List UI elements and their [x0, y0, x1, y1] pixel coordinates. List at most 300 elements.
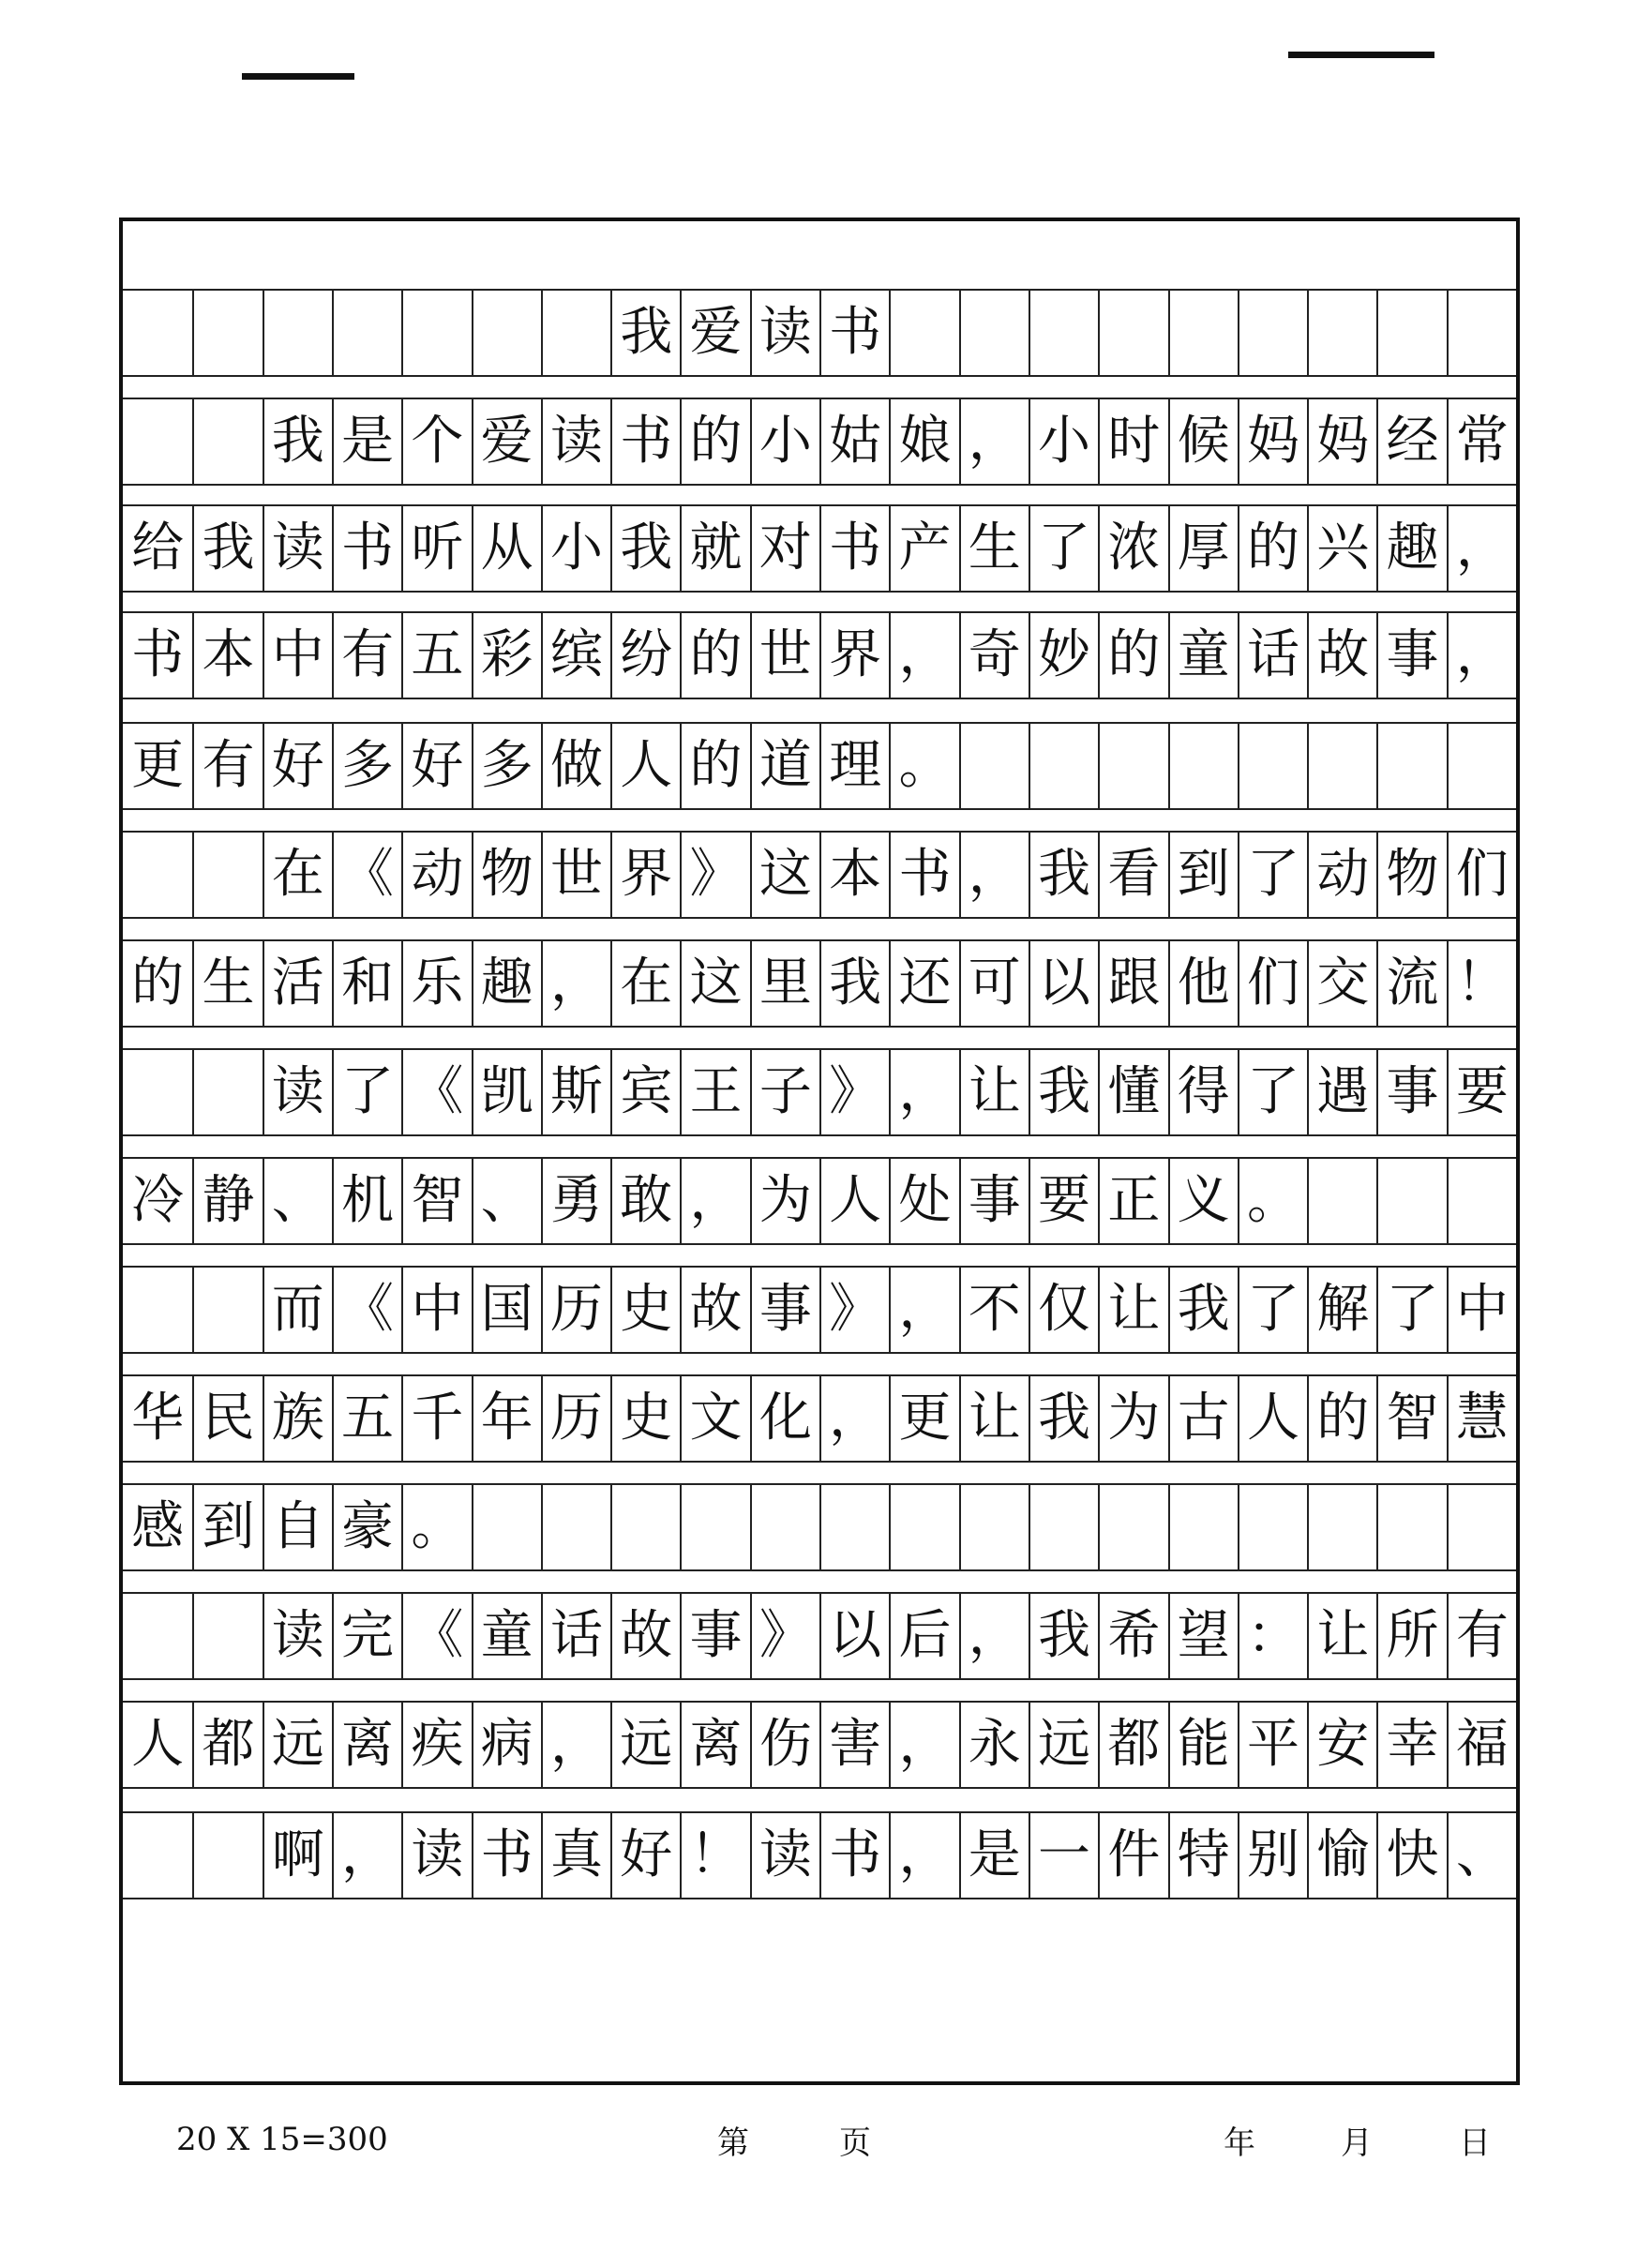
grid-cell: 史 — [610, 1376, 680, 1461]
grid-cell: ， — [959, 833, 1029, 917]
grid-cell: 自 — [263, 1485, 332, 1569]
grid-row — [123, 504, 1516, 593]
grid-cell: 宾 — [610, 1050, 680, 1134]
grid-cell: ， — [889, 1813, 958, 1898]
grid-cell: 从 — [472, 506, 541, 591]
grid-cell: 后 — [889, 1594, 958, 1678]
grid-cell: 故 — [1307, 613, 1376, 698]
grid-cell: 为 — [750, 1159, 819, 1243]
grid-cell — [1098, 724, 1167, 808]
grid-cell: 《 — [401, 1050, 471, 1134]
grid-cell: 娘 — [889, 399, 958, 484]
grid-cell: 历 — [541, 1268, 610, 1352]
grid-cell: 候 — [1168, 399, 1238, 484]
grid-cell: 所 — [1376, 1594, 1446, 1678]
grid-count-label: 20 X 15=300 — [176, 2121, 388, 2158]
grid-cell — [1307, 1485, 1376, 1569]
grid-cell: 妈 — [1238, 399, 1307, 484]
grid-cell: 让 — [1307, 1594, 1376, 1678]
grid-cell: 读 — [750, 1813, 819, 1898]
grid-cell — [1376, 1485, 1446, 1569]
grid-cell: 姑 — [819, 399, 889, 484]
grid-row — [123, 1592, 1516, 1680]
day-label: 日 — [1459, 2124, 1491, 2162]
grid-cell: 有 — [332, 613, 401, 698]
grid-cell: 话 — [1238, 613, 1307, 698]
grid-row — [123, 722, 1516, 810]
grid-cell: 王 — [680, 1050, 749, 1134]
grid-cell: 一 — [1029, 1813, 1098, 1898]
grid-cell: 趣 — [1376, 506, 1446, 591]
grid-cell: 五 — [332, 1376, 401, 1461]
grid-cell: 到 — [192, 1485, 262, 1569]
grid-cell — [1238, 1485, 1307, 1569]
grid-cell: 彩 — [472, 613, 541, 698]
grid-cell — [1307, 291, 1376, 375]
grid-cell: 事 — [959, 1159, 1029, 1243]
grid-cell: 个 — [401, 399, 471, 484]
grid-cell — [192, 399, 262, 484]
grid-cell: 童 — [1168, 613, 1238, 698]
grid-cell: 活 — [263, 941, 332, 1026]
grid-cell: ， — [889, 1050, 958, 1134]
grid-cell: 远 — [610, 1703, 680, 1787]
grid-cell: 界 — [819, 613, 889, 698]
grid-cell — [750, 1485, 819, 1569]
grid-cell: 年 — [472, 1376, 541, 1461]
grid-cell: 中 — [1447, 1268, 1516, 1352]
grid-cell: ， — [959, 399, 1029, 484]
grid-cell: 的 — [131, 953, 185, 1013]
grid-row — [123, 831, 1516, 919]
grid-cell: 国 — [472, 1268, 541, 1352]
grid-cell: 是 — [332, 399, 401, 484]
grid-cell — [1447, 291, 1516, 375]
grid-cell — [959, 291, 1029, 375]
grid-cell: 书 — [472, 1813, 541, 1898]
grid-cell: 界 — [610, 833, 680, 917]
grid-row — [123, 1374, 1516, 1463]
grid-cell: 历 — [541, 1376, 610, 1461]
grid-cell: 》 — [819, 1268, 889, 1352]
grid-cell: 真 — [541, 1813, 610, 1898]
grid-cell — [192, 833, 262, 917]
grid-cell — [1376, 1159, 1446, 1243]
grid-cell: 让 — [959, 1376, 1029, 1461]
grid-cell — [959, 1485, 1029, 1569]
grid-cell: 动 — [1307, 833, 1376, 917]
grid-cell: 物 — [472, 833, 541, 917]
grid-cell: 书 — [819, 506, 889, 591]
grid-cell — [192, 1813, 262, 1898]
grid-cell: 幸 — [1376, 1703, 1446, 1787]
grid-cell: 纷 — [610, 613, 680, 698]
grid-cell: 和 — [332, 941, 401, 1026]
grid-cell: 的 — [680, 613, 749, 698]
grid-cell: ， — [680, 1159, 749, 1243]
grid-cell: 遇 — [1307, 1050, 1376, 1134]
grid-cell: 害 — [819, 1703, 889, 1787]
grid-cell: ， — [1447, 506, 1516, 591]
grid-cell: 《 — [401, 1594, 471, 1678]
grid-cell: 小 — [750, 399, 819, 484]
grid-cell: 更 — [131, 735, 185, 796]
grid-cell: 离 — [680, 1703, 749, 1787]
grid-cell — [1029, 724, 1098, 808]
grid-cell: 常 — [1447, 399, 1516, 484]
grid-cell: 有 — [1447, 1594, 1516, 1678]
grid-cell: 我 — [610, 506, 680, 591]
grid-cell — [1238, 291, 1307, 375]
grid-cell: 书 — [819, 1813, 889, 1898]
grid-cell: 本 — [819, 833, 889, 917]
grid-cell: 中 — [401, 1268, 471, 1352]
grid-cell — [123, 291, 192, 375]
grid-cell: 以 — [819, 1594, 889, 1678]
grid-cell: 对 — [750, 506, 819, 591]
grid-cell: 读 — [263, 1594, 332, 1678]
grid-cell: 为 — [1098, 1376, 1167, 1461]
grid-cell: 》 — [819, 1050, 889, 1134]
page-label-di: 第 — [717, 2124, 749, 2162]
grid-cell: ， — [1447, 613, 1516, 698]
grid-cell: 子 — [750, 1050, 819, 1134]
grid-cell: 静 — [192, 1159, 262, 1243]
grid-cell: 他 — [1168, 941, 1238, 1026]
grid-cell: 化 — [750, 1376, 819, 1461]
grid-cell: 产 — [889, 506, 958, 591]
grid-cell: 读 — [750, 291, 819, 375]
grid-cell — [889, 1485, 958, 1569]
grid-cell: 这 — [750, 833, 819, 917]
grid-cell: 》 — [750, 1594, 819, 1678]
grid-cell: 快 — [1376, 1813, 1446, 1898]
grid-row — [123, 289, 1516, 377]
grid-cell: 这 — [680, 941, 749, 1026]
grid-cell: 兴 — [1307, 506, 1376, 591]
grid-cell: 更 — [889, 1376, 958, 1461]
grid-cell: 我 — [819, 941, 889, 1026]
grid-cell: 动 — [401, 833, 471, 917]
grid-cell: 完 — [332, 1594, 401, 1678]
grid-cell: 、 — [1447, 1813, 1516, 1898]
grid-cell: 永 — [959, 1703, 1029, 1787]
grid-cell — [1098, 1485, 1167, 1569]
grid-cell: 是 — [959, 1813, 1029, 1898]
grid-cell: 爱 — [472, 399, 541, 484]
grid-cell: 厚 — [1168, 506, 1238, 591]
grid-cell: 文 — [680, 1376, 749, 1461]
grid-cell: 交 — [1307, 941, 1376, 1026]
grid-cell: 处 — [889, 1159, 958, 1243]
grid-cell: 事 — [1376, 613, 1446, 698]
grid-cell: 能 — [1168, 1703, 1238, 1787]
grid-cell: 事 — [680, 1594, 749, 1678]
grid-cell: ， — [889, 1703, 958, 1787]
grid-cell: 就 — [680, 506, 749, 591]
grid-cell: 民 — [192, 1376, 262, 1461]
grid-cell — [1098, 291, 1167, 375]
grid-cell: 仅 — [1029, 1268, 1098, 1352]
grid-cell: 啊 — [263, 1813, 332, 1898]
grid-cell: 在 — [610, 941, 680, 1026]
grid-cell: 《 — [332, 1268, 401, 1352]
grid-cell: 生 — [192, 941, 262, 1026]
grid-cell: 世 — [541, 833, 610, 917]
grid-cell: 得 — [1168, 1050, 1238, 1134]
grid-cell: 的 — [680, 724, 749, 808]
grid-cell: 的 — [1307, 1376, 1376, 1461]
grid-cell: 要 — [1447, 1050, 1516, 1134]
grid-row — [123, 1048, 1516, 1136]
grid-cell: 人 — [610, 724, 680, 808]
grid-cell: 时 — [1098, 399, 1167, 484]
grid-cell: 了 — [1029, 506, 1098, 591]
grid-cell: 小 — [1029, 399, 1098, 484]
grid-cell: 我 — [192, 506, 262, 591]
writing-grid — [119, 218, 1520, 2085]
grid-cell — [123, 1594, 192, 1678]
grid-cell: 《 — [332, 833, 401, 917]
grid-cell: 了 — [1238, 833, 1307, 917]
grid-cell: 看 — [1098, 833, 1167, 917]
grid-cell: 远 — [263, 1703, 332, 1787]
grid-cell: 有 — [192, 724, 262, 808]
grid-cell: 凯 — [472, 1050, 541, 1134]
grid-cell — [541, 291, 610, 375]
grid-cell: 都 — [1098, 1703, 1167, 1787]
grid-cell: 伤 — [750, 1703, 819, 1787]
grid-cell: 爱 — [680, 291, 749, 375]
grid-cell: 生 — [959, 506, 1029, 591]
grid-cell: 》 — [680, 833, 749, 917]
grid-cell: 而 — [263, 1268, 332, 1352]
grid-cell: 的 — [1238, 506, 1307, 591]
grid-cell: 我 — [1168, 1268, 1238, 1352]
grid-cell: 机 — [332, 1159, 401, 1243]
grid-cell — [192, 291, 262, 375]
grid-cell — [123, 399, 192, 484]
grid-cell: 智 — [1376, 1376, 1446, 1461]
grid-cell: 里 — [750, 941, 819, 1026]
grid-cell — [1168, 724, 1238, 808]
grid-cell: 了 — [332, 1050, 401, 1134]
grid-cell: 不 — [959, 1268, 1029, 1352]
grid-cell: 了 — [1238, 1268, 1307, 1352]
grid-row — [123, 939, 1516, 1028]
grid-cell: 远 — [1029, 1703, 1098, 1787]
grid-cell: 趣 — [472, 941, 541, 1026]
grid-cell: 书 — [889, 833, 958, 917]
grid-cell: 们 — [1238, 941, 1307, 1026]
grid-cell — [1307, 724, 1376, 808]
grid-cell: 世 — [750, 613, 819, 698]
binding-mark-left — [242, 73, 354, 80]
grid-cell: 我 — [1029, 1050, 1098, 1134]
grid-cell: 都 — [192, 1703, 262, 1787]
grid-row — [123, 1266, 1516, 1354]
grid-cell — [192, 1050, 262, 1134]
grid-cell: 古 — [1168, 1376, 1238, 1461]
grid-cell: 。 — [889, 724, 958, 808]
grid-cell: 妈 — [1307, 399, 1376, 484]
grid-cell: 族 — [263, 1376, 332, 1461]
grid-cell: 五 — [401, 613, 471, 698]
page-label-ye: 页 — [839, 2124, 871, 2162]
year-label: 年 — [1224, 2124, 1255, 2162]
month-label: 月 — [1341, 2124, 1373, 2162]
grid-cell — [472, 291, 541, 375]
grid-row — [123, 398, 1516, 486]
binding-mark-right — [1288, 52, 1434, 58]
grid-cell: 给 — [131, 518, 185, 578]
grid-cell — [123, 833, 192, 917]
grid-cell: 听 — [401, 506, 471, 591]
grid-cell: ， — [541, 1703, 610, 1787]
grid-cell: 还 — [889, 941, 958, 1026]
grid-cell: 离 — [332, 1703, 401, 1787]
grid-cell: 可 — [959, 941, 1029, 1026]
grid-cell — [1447, 1159, 1516, 1243]
grid-cell: 流 — [1376, 941, 1446, 1026]
grid-cell: 缤 — [541, 613, 610, 698]
grid-cell: 人 — [131, 1714, 185, 1775]
grid-cell: 书 — [131, 624, 185, 685]
grid-cell: 做 — [541, 724, 610, 808]
grid-cell — [401, 291, 471, 375]
grid-cell: 件 — [1098, 1813, 1167, 1898]
grid-cell: 我 — [1029, 833, 1098, 917]
grid-cell — [959, 724, 1029, 808]
grid-cell: 事 — [1376, 1050, 1446, 1134]
grid-cell: 我 — [263, 399, 332, 484]
grid-cell: 读 — [401, 1813, 471, 1898]
grid-cell — [889, 291, 958, 375]
grid-cell: 疾 — [401, 1703, 471, 1787]
grid-cell: 物 — [1376, 833, 1446, 917]
grid-cell: 、 — [263, 1159, 332, 1243]
grid-cell: 斯 — [541, 1050, 610, 1134]
grid-cell: 奇 — [959, 613, 1029, 698]
grid-cell: 中 — [263, 613, 332, 698]
grid-cell — [610, 1485, 680, 1569]
grid-cell: 让 — [1098, 1268, 1167, 1352]
grid-cell — [1168, 291, 1238, 375]
grid-cell: 、 — [472, 1159, 541, 1243]
grid-cell: 让 — [959, 1050, 1029, 1134]
grid-cell: 书 — [819, 291, 889, 375]
grid-cell — [332, 291, 401, 375]
grid-cell: ， — [959, 1594, 1029, 1678]
grid-cell: 敢 — [610, 1159, 680, 1243]
grid-cell: 话 — [541, 1594, 610, 1678]
grid-cell: ： — [1238, 1594, 1307, 1678]
grid-cell: 史 — [610, 1268, 680, 1352]
grid-row — [123, 611, 1516, 699]
grid-cell — [541, 1485, 610, 1569]
grid-cell: ， — [332, 1813, 401, 1898]
grid-cell: 到 — [1168, 833, 1238, 917]
grid-cell: 小 — [541, 506, 610, 591]
grid-cell: 望 — [1168, 1594, 1238, 1678]
grid-row — [123, 1483, 1516, 1571]
grid-cell — [472, 1485, 541, 1569]
grid-cell: 华 — [131, 1388, 185, 1449]
grid-cell: 读 — [541, 399, 610, 484]
grid-cell: ！ — [1447, 941, 1516, 1026]
grid-cell: 多 — [332, 724, 401, 808]
grid-cell: 在 — [263, 833, 332, 917]
grid-cell: 好 — [610, 1813, 680, 1898]
grid-cell — [680, 1485, 749, 1569]
grid-cell: ， — [819, 1376, 889, 1461]
grid-cell: 了 — [1238, 1050, 1307, 1134]
grid-cell — [1238, 724, 1307, 808]
grid-cell — [123, 1050, 192, 1134]
grid-cell: 我 — [1029, 1376, 1098, 1461]
grid-cell: 别 — [1238, 1813, 1307, 1898]
grid-cell — [1307, 1159, 1376, 1243]
grid-cell: 妙 — [1029, 613, 1098, 698]
grid-cell: 多 — [472, 724, 541, 808]
grid-cell: 的 — [680, 399, 749, 484]
grid-cell: 希 — [1098, 1594, 1167, 1678]
grid-cell: 平 — [1238, 1703, 1307, 1787]
grid-cell: 感 — [131, 1496, 185, 1557]
grid-cell — [1029, 291, 1098, 375]
grid-cell: 读 — [263, 506, 332, 591]
grid-cell: 。 — [401, 1485, 471, 1569]
grid-cell: 慧 — [1447, 1376, 1516, 1461]
grid-cell: 我 — [610, 291, 680, 375]
grid-cell — [819, 1485, 889, 1569]
grid-cell — [123, 1268, 192, 1352]
grid-row — [123, 1811, 1516, 1899]
grid-row — [123, 1157, 1516, 1245]
grid-row — [123, 1701, 1516, 1789]
grid-cell — [192, 1268, 262, 1352]
grid-cell: 要 — [1029, 1159, 1098, 1243]
grid-cell — [1168, 1485, 1238, 1569]
grid-cell: 童 — [472, 1594, 541, 1678]
grid-cell — [1447, 1485, 1516, 1569]
grid-cell: 理 — [819, 724, 889, 808]
grid-cell — [1376, 291, 1446, 375]
grid-cell: 好 — [263, 724, 332, 808]
grid-cell: 人 — [1238, 1376, 1307, 1461]
grid-cell: 乐 — [401, 941, 471, 1026]
grid-cell: 勇 — [541, 1159, 610, 1243]
grid-cell: 豪 — [332, 1485, 401, 1569]
grid-cell: 跟 — [1098, 941, 1167, 1026]
grid-cell: 智 — [401, 1159, 471, 1243]
grid-cell — [1029, 1485, 1098, 1569]
grid-cell: 以 — [1029, 941, 1098, 1026]
grid-cell: 特 — [1168, 1813, 1238, 1898]
grid-cell: 书 — [332, 506, 401, 591]
grid-cell: 的 — [1098, 613, 1167, 698]
grid-cell: ！ — [680, 1813, 749, 1898]
grid-cell: ， — [889, 1268, 958, 1352]
grid-cell: ， — [889, 613, 958, 698]
grid-cell: 冷 — [131, 1170, 185, 1231]
grid-cell: 了 — [1376, 1268, 1446, 1352]
grid-cell: ， — [541, 941, 610, 1026]
grid-cell: 正 — [1098, 1159, 1167, 1243]
grid-cell: 事 — [750, 1268, 819, 1352]
grid-cell: 书 — [610, 399, 680, 484]
grid-cell: 。 — [1238, 1159, 1307, 1243]
